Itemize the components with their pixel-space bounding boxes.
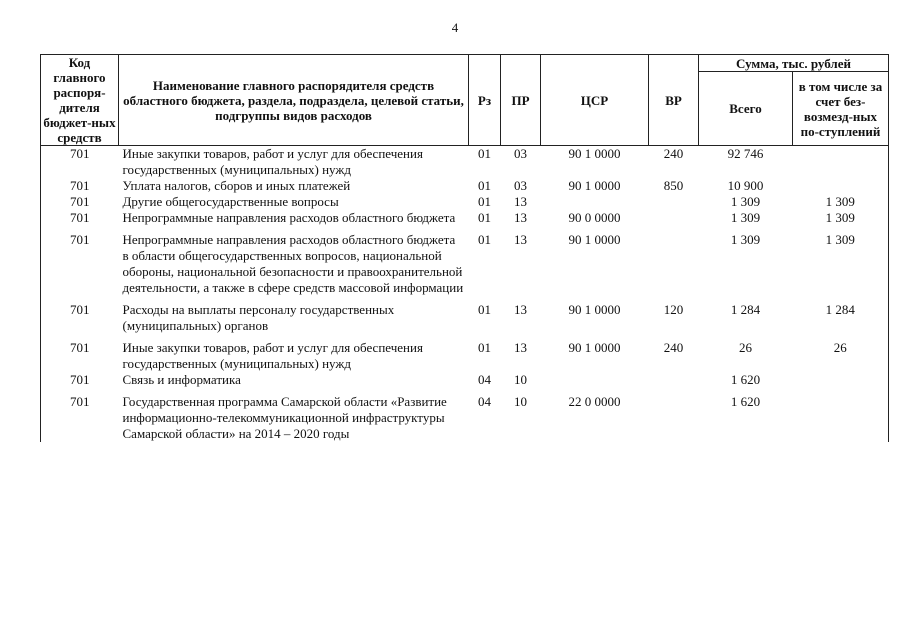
cell-csr: 90 0 0000 — [568, 210, 621, 225]
cell-vr — [649, 194, 699, 210]
cell-code: 701 — [41, 226, 119, 296]
cell-name: Непрограммные направления расходов областного бюджета — [122, 210, 456, 225]
cell-name: Иные закупки товаров, работ и услуг для обеспечения государственных (муниципальных) нужд — [122, 340, 423, 371]
cell-pr: 10 — [514, 394, 527, 409]
cell-name: Расходы на выплаты персоналу государственных (муниципальных) органов — [122, 302, 395, 333]
cell-code: 701 — [41, 178, 119, 194]
table-row — [41, 372, 889, 388]
cell-name: Связь и информатика — [122, 372, 241, 387]
header-sum: Сумма, тыс. рублей — [699, 55, 889, 72]
cell-pr: 13 — [514, 302, 527, 317]
cell-code: 701 — [41, 296, 119, 334]
cell-pr: 03 — [514, 146, 527, 161]
cell-total: 92 746 — [727, 146, 764, 161]
table-row — [41, 178, 889, 194]
cell-code: 701 — [41, 210, 119, 226]
header-pr: ПР — [501, 55, 541, 146]
cell-name: Иные закупки товаров, работ и услуг для обеспечения государственных (муниципальных) нужд — [122, 146, 423, 177]
table-row — [41, 146, 889, 179]
header-total: Всего — [699, 72, 793, 146]
cell-pr: 03 — [514, 178, 527, 193]
cell-code: 701 — [41, 372, 119, 388]
cell-name: Уплата налогов, сборов и иных платежей — [122, 178, 351, 193]
cell-csr: 90 1 0000 — [568, 340, 621, 355]
cell-rz: 01 — [478, 340, 491, 355]
cell-pr: 10 — [514, 372, 527, 387]
cell-code: 701 — [41, 146, 119, 179]
header-code: Код главного распоря-дителя бюджет-ных средств — [41, 55, 119, 146]
cell-name: Другие общегосударственные вопросы — [122, 194, 339, 209]
cell-incl — [793, 178, 889, 194]
cell-rz: 04 — [478, 394, 491, 409]
cell-csr — [541, 372, 649, 388]
cell-vr: 240 — [663, 146, 684, 161]
cell-name: Государственная программа Самарской области «Развитие информационно-телекоммуникационной инфраструктуры Самарской области» на 2014 – 2020 годы — [122, 394, 447, 441]
header-vr: ВР — [649, 55, 699, 146]
cell-csr: 90 1 0000 — [568, 232, 621, 247]
cell-csr: 90 1 0000 — [568, 146, 621, 161]
cell-rz: 01 — [478, 146, 491, 161]
cell-csr: 22 0 0000 — [568, 394, 621, 409]
cell-incl: 1 309 — [793, 210, 889, 226]
cell-code: 701 — [41, 388, 119, 442]
cell-pr: 13 — [514, 210, 527, 225]
cell-csr: 90 1 0000 — [568, 178, 621, 193]
table-row — [41, 388, 889, 442]
page-number: 4 — [451, 20, 459, 35]
cell-incl: 26 — [793, 334, 889, 372]
table-row — [41, 194, 889, 210]
cell-vr: 240 — [663, 340, 684, 355]
cell-rz: 01 — [478, 178, 491, 193]
cell-incl — [793, 388, 889, 442]
header-incl: в том числе за счет без-возмезд-ных по-ступлений — [793, 72, 889, 146]
header-name: Наименование главного распорядителя средств областного бюджета, раздела, подраздела, целевой статьи, подгруппы видов расходов — [119, 55, 469, 146]
cell-code: 701 — [41, 334, 119, 372]
cell-vr — [649, 226, 699, 296]
cell-pr: 13 — [514, 340, 527, 355]
cell-rz: 01 — [478, 210, 491, 225]
cell-rz: 04 — [478, 372, 491, 387]
cell-total: 1 309 — [730, 194, 761, 209]
cell-vr: 120 — [663, 302, 684, 317]
table-row — [41, 226, 889, 296]
table-row — [41, 334, 889, 372]
cell-total: 1 309 — [730, 232, 761, 247]
cell-rz: 01 — [478, 232, 491, 247]
cell-vr — [649, 210, 699, 226]
cell-rz: 01 — [478, 302, 491, 317]
cell-vr — [649, 388, 699, 442]
budget-table — [40, 54, 889, 442]
cell-rz: 01 — [478, 194, 491, 209]
table-body — [41, 146, 889, 443]
cell-total: 1 620 — [730, 372, 761, 387]
cell-incl — [793, 146, 889, 179]
cell-pr: 13 — [514, 194, 527, 209]
header-csr: ЦСР — [541, 55, 649, 146]
cell-csr: 90 1 0000 — [568, 302, 621, 317]
cell-vr — [649, 372, 699, 388]
cell-csr — [541, 194, 649, 210]
cell-vr: 850 — [663, 178, 684, 193]
cell-name: Непрограммные направления расходов областного бюджета в области общегосударственных вопросов, национальной обороны, национальной безопасности и правоохранительной деятельности, а также в сфере средств массовой информации — [122, 232, 464, 295]
cell-total: 1 620 — [730, 394, 761, 409]
cell-incl: 1 309 — [793, 194, 889, 210]
header-rz: Рз — [469, 55, 501, 146]
cell-incl — [793, 372, 889, 388]
cell-incl: 1 309 — [793, 226, 889, 296]
cell-incl: 1 284 — [793, 296, 889, 334]
cell-total: 10 900 — [727, 178, 764, 193]
cell-total: 26 — [739, 340, 752, 355]
cell-pr: 13 — [514, 232, 527, 247]
cell-code: 701 — [41, 194, 119, 210]
table-header — [41, 55, 889, 146]
table-row — [41, 210, 889, 226]
cell-total: 1 309 — [730, 210, 761, 225]
table-row — [41, 296, 889, 334]
cell-total: 1 284 — [730, 302, 761, 317]
